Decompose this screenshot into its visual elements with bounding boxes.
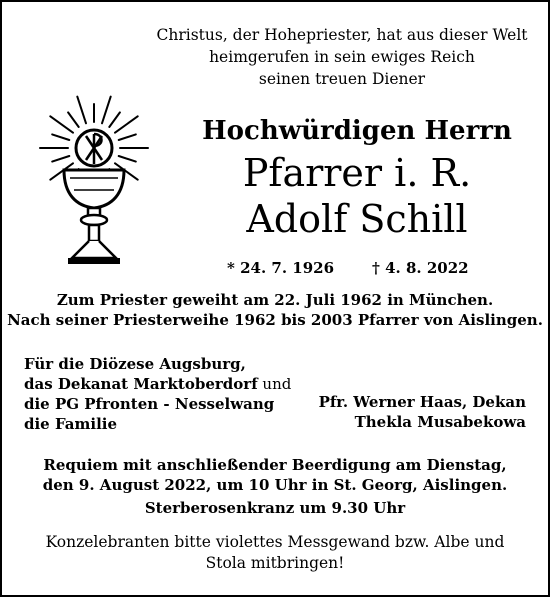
priesthood-line: Nach seiner Priesterweihe 1962 bis 2003 Pfarrer von Aislingen.: [7, 311, 543, 329]
sunburst-ray: [119, 156, 136, 162]
requiem-info: [2, 455, 548, 495]
mourner-line: die Familie: [24, 415, 118, 433]
priesthood-line: Zum Priester geweiht am 22. Juli 1962 in München.: [56, 291, 494, 309]
mourner-line: Für die Diözese Augsburg,: [24, 355, 246, 373]
rank-line: Pfarrer i. R.: [242, 151, 472, 195]
sunburst-ray: [52, 156, 69, 162]
requiem-line: den 9. August 2022, um 10 Uhr in St. Georg, Aislingen.: [42, 476, 508, 494]
sunburst-ray: [68, 112, 79, 127]
intro-line: seinen treuen Diener: [258, 70, 426, 88]
requiem-line: Requiem mit anschließender Beerdigung am Dienstag,: [43, 456, 507, 474]
sunburst-ray: [52, 134, 69, 140]
intro-line: heimgerufen in sein ewiges Reich: [209, 48, 475, 66]
sunburst-ray: [77, 97, 86, 124]
honorific-title: Hochwürdigen Herrn: [202, 116, 512, 146]
signer-line: Thekla Musabekowa: [354, 413, 526, 431]
mourner-line: die PG Pfronten - Nesselwang: [24, 395, 275, 413]
birth-date: * 24. 7. 1926: [227, 259, 335, 277]
mourner-bold: das Dekanat Marktoberdorf: [24, 375, 258, 393]
sunburst-ray: [50, 116, 73, 132]
rosary-info: Sterberosenkranz um 9.30 Uhr: [144, 499, 406, 517]
mourner-rest: und: [257, 375, 292, 393]
mourner-line: [24, 374, 291, 394]
intro-text: [152, 24, 532, 90]
sunburst-ray: [115, 116, 138, 132]
sunburst-ray: [102, 97, 111, 124]
deceased-name: Adolf Schill: [246, 197, 468, 241]
sunburst-ray: [119, 134, 136, 140]
closing-line: Stola mitbringen!: [205, 554, 345, 572]
closing-note: [2, 532, 548, 574]
priesthood-info: [2, 290, 548, 330]
sunburst-ray: [109, 112, 120, 127]
deceased-name-block: [172, 150, 542, 242]
signer-line: Pfr. Werner Haas, Dekan: [318, 393, 526, 411]
closing-line: Konzelebranten bitte violettes Messgewand bzw. Albe und: [45, 533, 505, 551]
mourners-list: [24, 354, 291, 434]
death-date: † 4. 8. 2022: [372, 259, 469, 277]
signers: [302, 392, 526, 432]
intro-line: Christus, der Hohepriester, hat aus dieser Welt: [156, 26, 528, 44]
chalice-chi-rho-icon: [20, 94, 168, 270]
